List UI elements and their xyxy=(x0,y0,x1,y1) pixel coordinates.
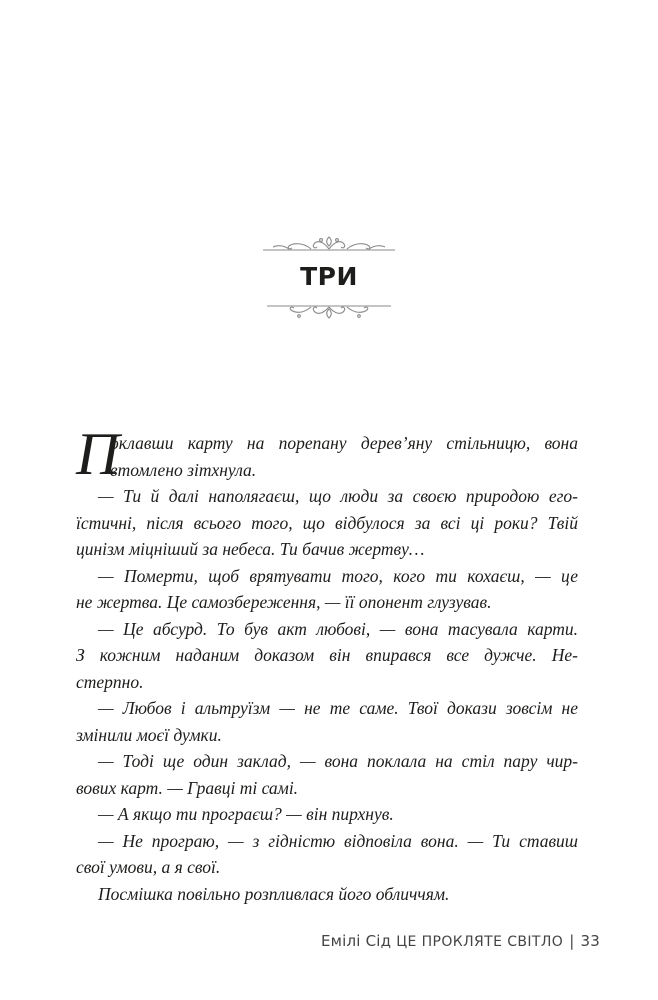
running-footer xyxy=(321,932,600,950)
footer-author: Емілі Сід xyxy=(320,932,392,950)
footer-book-title: ЦЕ ПРОКЛЯТЕ СВІТЛО xyxy=(396,934,564,950)
text-line: — Ти й далі наполягаєш, що люди за своєю природою его- xyxy=(98,486,578,506)
text-line: З кожним наданим доказом він впирався все дужче. Не- xyxy=(76,645,578,665)
text-line: — Померти, щоб врятувати того, кого ти кохаєш, — це xyxy=(98,565,578,586)
text-line: — Не програю, — з гідністю відповіла вона. — Ти ставиш xyxy=(98,830,578,851)
text-line: змінили моєї думки. xyxy=(76,724,222,745)
text-line: — Тоді ще один заклад, — вона поклала на стіл пару чир- xyxy=(98,751,578,771)
text-line: — Любов і альтруїзм — не те саме. Твої докази зовсім не xyxy=(98,698,578,718)
text-line: стерпно. xyxy=(76,671,144,692)
page-number: 33 xyxy=(580,932,600,950)
body-text xyxy=(76,430,578,907)
text-line: не жертва. Це самозбереження, — її опонент глузував. xyxy=(76,592,492,612)
ornament-bottom xyxy=(259,296,399,324)
text-line: свої умови, а я свої. xyxy=(76,857,221,877)
chapter-title: ТРИ xyxy=(300,262,358,291)
text-line: втомлено зітхнула. xyxy=(110,459,257,480)
text-line: цинізм міцніший за небеса. Ти бачив жертву… xyxy=(76,539,425,559)
ornament-top xyxy=(259,232,399,260)
drop-cap: П xyxy=(76,421,120,487)
text-line: — А якщо ти програєш? — він пирхнув. xyxy=(98,804,394,824)
text-line: оклавши карту на порепану дерев’яну стільницю, вона xyxy=(110,433,578,453)
footer-separator: | xyxy=(569,932,575,950)
text-line: — Це абсурд. То був акт любові, — вона тасувала карти. xyxy=(98,618,578,639)
text-line: їстичні, після всього того, що відбулося за всі ці роки? Твій xyxy=(76,512,578,533)
text-line: вових карт. — Гравці ті самі. xyxy=(76,777,299,798)
text-line: Посмішка повільно розпливлася його обличчям. xyxy=(98,883,450,904)
